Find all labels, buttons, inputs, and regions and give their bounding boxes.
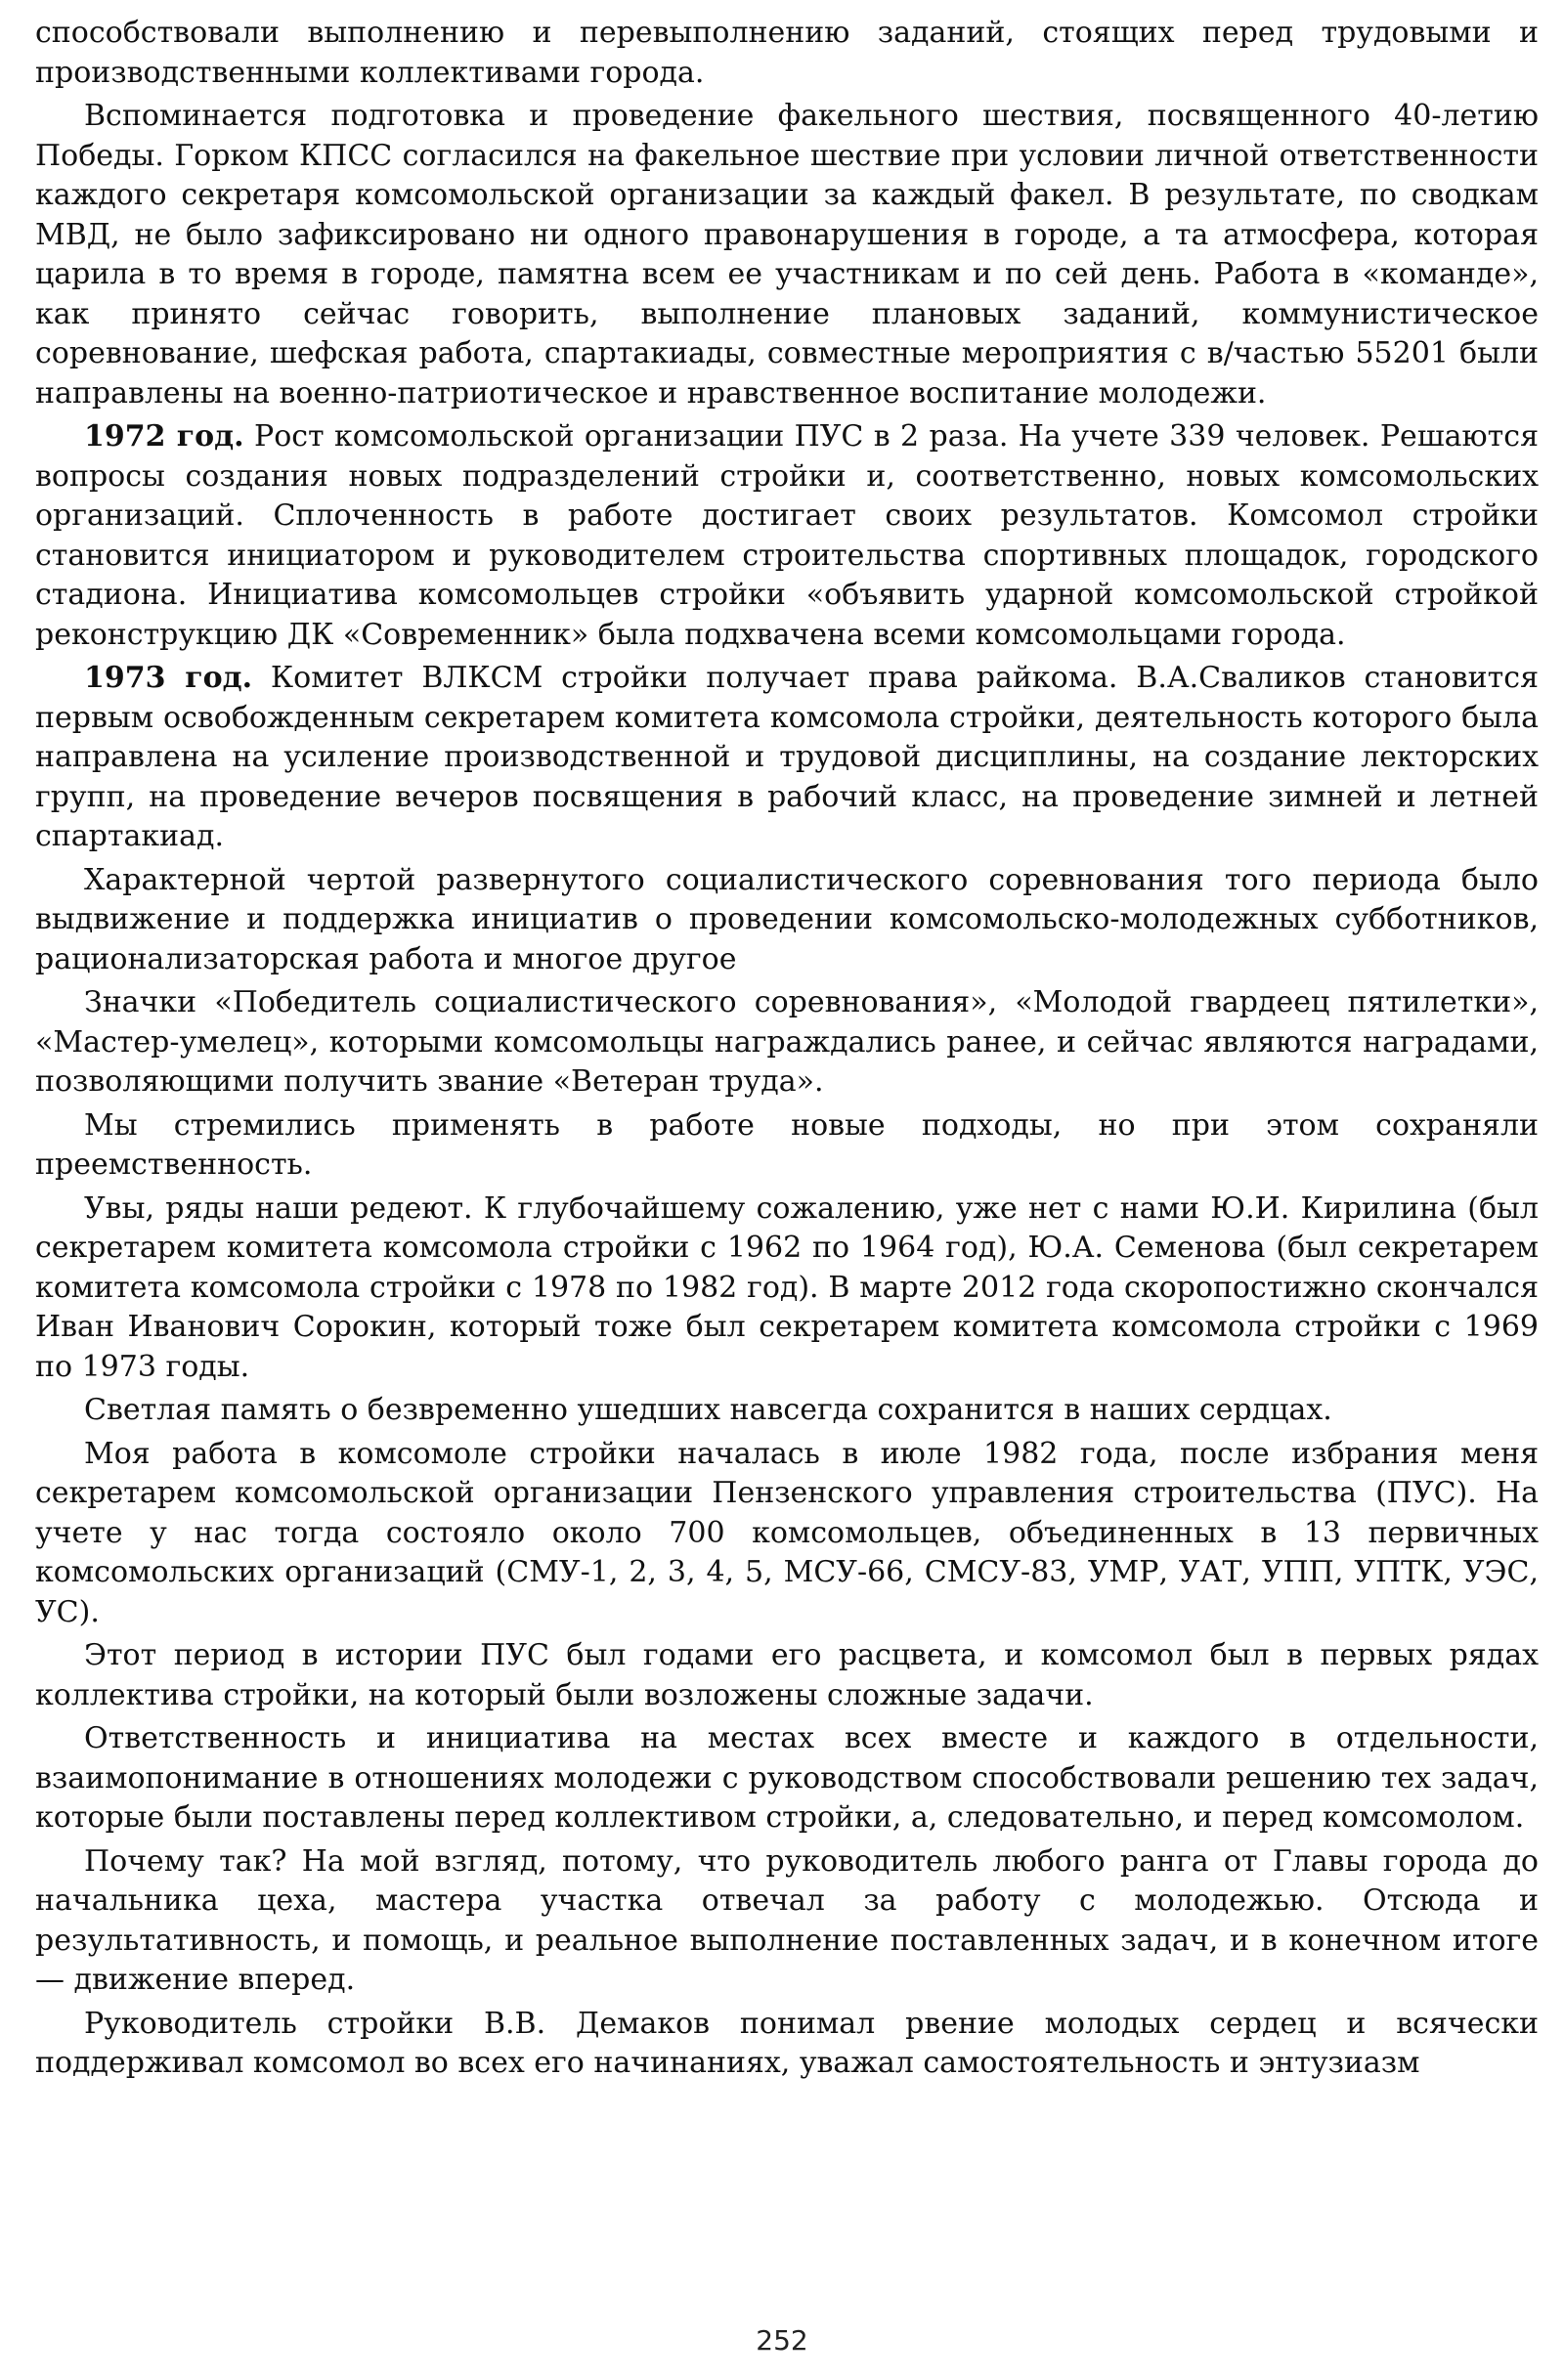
paragraph-10: Моя работа в комсомоле стройки началась в июле 1982 года, после избрания меня секретарем комсомольской организации Пензенского управления строительства (ПУС). На учете у нас тогда состояло около 700 комсомольцев, объединенных в 13 первичных комсомольских организаций (СМУ-1, 2, 3, 4, 5, МСУ-66, СМСУ-83, УМР, УАТ, УПП, УПТК, УЭС, УС). — [35, 1436, 1539, 1629]
paragraph-14: Руководитель стройки В.В. Демаков понимал рвение молодых сердец и всячески поддерживал комсомол во всех его начинаниях, уважал самостоятельность и энтузиазм — [35, 2006, 1539, 2080]
paragraph-7: Мы стремились применять в работе новые подходы, но при этом сохраняли преемственность. — [35, 1107, 1539, 1182]
paragraph-3 — [35, 417, 1539, 655]
paragraph-9: Светлая память о безвременно ушедших навсегда сохранится в наших сердцах. — [84, 1393, 1332, 1427]
page-number: 252 — [756, 2324, 808, 2357]
paragraph-11: Этот период в истории ПУС был годами его расцвета, и комсомол был в первых рядах коллектива стройки, на который были возложены сложные задачи. — [35, 1638, 1539, 1712]
paragraph-2: Вспоминается подготовка и проведение факельного шествия, посвященного 40-летию Победы. Горком КПСС согласился на факельное шествие при условии личной ответственности каждого секретаря комсомольской организации за каждый факел. В результате, по сводкам МВД, не было зафиксировано ни одного правонарушения в городе, а та атмосфера, которая царила в то время в городе, памятна всем ее участникам и по сей день. Работа в «команде», как принято сейчас говорить, выполнение плановых заданий, коммунистическое соревнование, шефская работа, спартакиады, совместные мероприятия с в/частью 55201 были направлены на военно-патриотическое и нравственное воспитание молодежи. — [35, 99, 1539, 411]
paragraph-8: Увы, ряды наши редеют. К глубочайшему сожалению, уже нет с нами Ю.И. Кирилина (был секретарем комитета комсомола стройки с 1962 по 1964 год), Ю.А. Семенова (был секретарем комитета комсомола стройки с 1978 по 1982 год). В марте 2012 года скоропостижно скончался Иван Иванович Сорокин, который тоже был секретарем комитета комсомола стройки с 1969 по 1973 годы. — [35, 1190, 1539, 1384]
page-body — [35, 14, 1539, 2088]
paragraph-5: Характерной чертой развернутого социалистического соревнования того периода было выдвижение и поддержка инициатив о проведении комсомольско-молодежных субботников, рационализаторская работа и многое другое — [35, 862, 1539, 976]
paragraph-12: Ответственность и инициатива на местах всех вместе и каждого в отдельности, взаимопонимание в отношениях молодежи с руководством способствовали решению тех задач, которые были поставлены перед коллективом стройки, а, следовательно, и перед комсомолом. — [35, 1721, 1539, 1835]
paragraph-3-text: Рост комсомольской организации ПУС в 2 раза. На учете 339 человек. Решаются вопросы создания новых подразделений стройки и, соответственно, новых комсомольских организаций. Сплоченность в работе достигает своих результатов. Комсомол стройки становится инициатором и руководителем строительства спортивных площадок, городского стадиона. Инициатива комсомольцев стройки «объявить ударной комсомольской стройкой реконструкцию ДК «Современник» была подхвачена всеми комсомольцами города. — [35, 419, 1539, 652]
paragraph-13: Почему так? На мой взгляд, потому, что руководитель любого ранга от Главы города до начальника цеха, мастера участка отвечал за работу с молодежью. Отсюда и результативность, и помощь, и реальное выполнение поставленных задач, и в конечном итоге — движение вперед. — [35, 1843, 1539, 1997]
paragraph-1: способствовали выполнению и перевыполнению заданий, стоящих перед трудовыми и производственными коллективами города. — [35, 16, 1539, 90]
year-heading-1973: 1973 год. — [84, 661, 253, 695]
paragraph-6: Значки «Победитель социалистического соревнования», «Молодой гвардеец пятилетки», «Мастер-умелец», которыми комсомольцы награждались ранее, и сейчас являются наградами, позволяющими получить звание «Ветеран труда». — [35, 985, 1539, 1099]
year-heading-1972: 1972 год. — [84, 419, 244, 454]
paragraph-4 — [35, 659, 1539, 857]
paragraph-4-text: Комитет ВЛКСМ стройки получает права райкома. В.А.Сваликов становится первым освобожденным секретарем комитета комсомола стройки, деятельность которого была направлена на усиление производственной и трудовой дисциплины, на создание лекторских групп, на проведение вечеров посвящения в рабочий класс, на проведение зимней и летней спартакиад. — [35, 661, 1539, 853]
